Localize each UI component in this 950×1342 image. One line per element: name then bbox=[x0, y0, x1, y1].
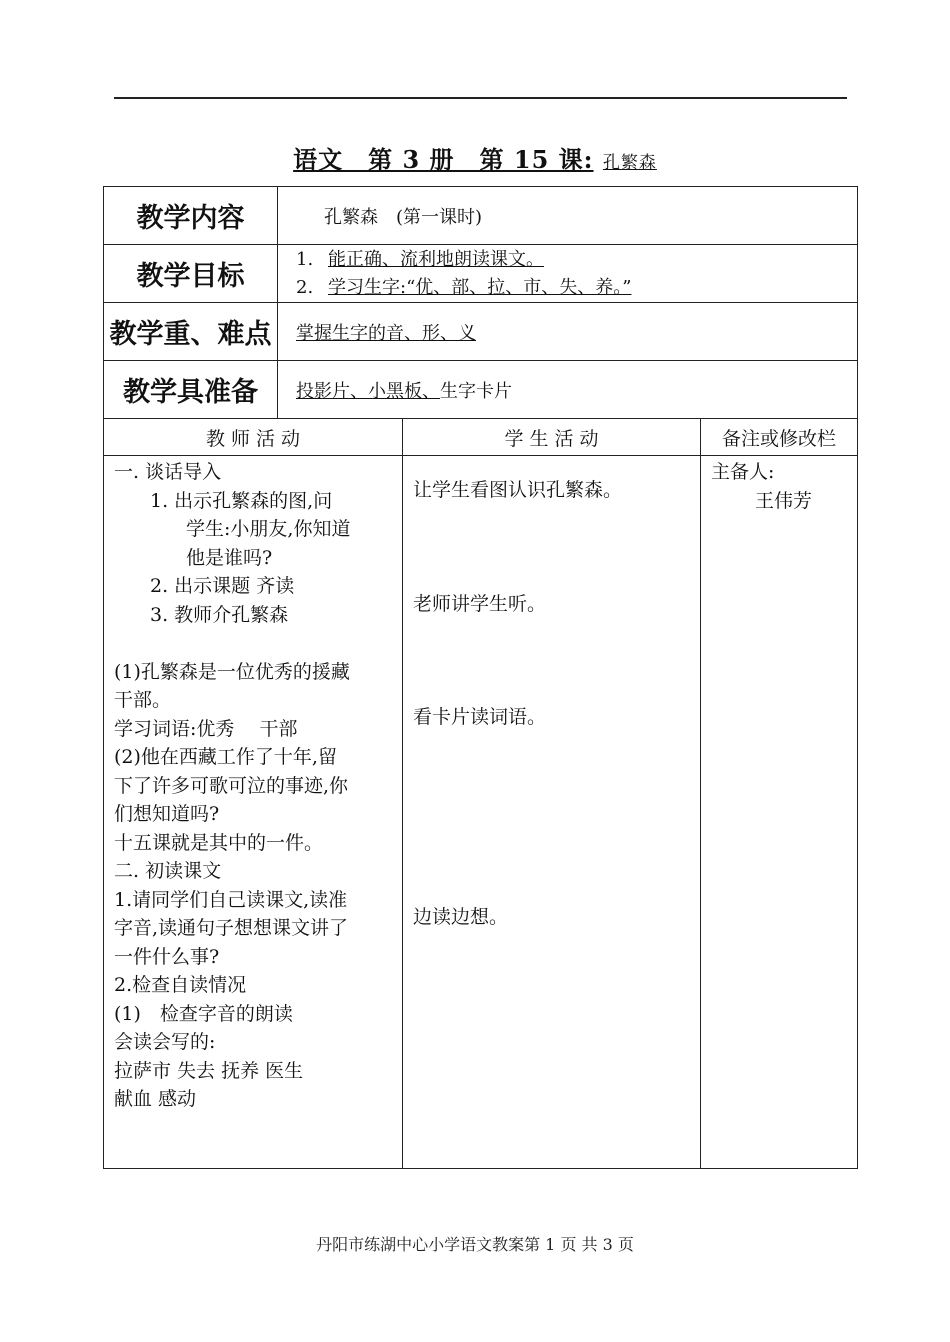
text-line: 1. 出示孔繁森的图,问 bbox=[150, 489, 333, 512]
header-student: 学 生 活 动 bbox=[403, 419, 701, 456]
text-line: (1)孔繁森是一位优秀的援藏 bbox=[114, 660, 350, 683]
row-column-headers bbox=[104, 419, 858, 456]
header-notes: 备注或修改栏 bbox=[701, 419, 858, 456]
value-content: 孔繁森 (第一课时) bbox=[278, 187, 858, 245]
label-content: 教学内容 bbox=[104, 187, 278, 245]
text-line: 3. 教师介孔繁森 bbox=[150, 603, 289, 626]
text-line: (2)他在西藏工作了十年,留 bbox=[114, 746, 337, 768]
value-materials: 投影片、小黑板、生字卡片 bbox=[278, 361, 858, 419]
blank-line bbox=[413, 618, 696, 703]
value-goals bbox=[278, 245, 858, 303]
header-teacher: 教 师 活 动 bbox=[104, 419, 403, 456]
lesson-plan-table bbox=[103, 186, 858, 1169]
text-line: 下了许多可歌可泣的事迹,你 bbox=[114, 774, 349, 797]
student-activity-cell bbox=[403, 456, 701, 1169]
row-key-points bbox=[104, 303, 858, 361]
blank-line bbox=[413, 732, 696, 903]
text-line: 2. 出示课题 齐读 bbox=[150, 575, 295, 597]
value-key-points: 掌握生字的音、形、义 bbox=[278, 303, 858, 361]
goal-line-2: 2. 学习生字:“优、部、拉、市、失、养。” bbox=[296, 276, 632, 298]
text-line: 让学生看图认识孔繁森。 bbox=[413, 479, 623, 501]
text-line: 拉萨市 失去 抚养 医生 bbox=[114, 1059, 304, 1082]
notes-cell bbox=[701, 456, 858, 1169]
text-line: 献血 感动 bbox=[114, 1088, 197, 1110]
label-key-points: 教学重、难点 bbox=[104, 303, 278, 361]
text-line: 学生:小朋友,你知道 bbox=[186, 518, 351, 540]
text-line: 会读会写的: bbox=[114, 1031, 216, 1053]
teacher-activity-cell bbox=[104, 456, 403, 1169]
text-line: 他是谁吗? bbox=[186, 546, 273, 569]
text-line: 1.请同学们自己读课文,读准 bbox=[114, 888, 348, 911]
title-sub: 孔繁森 bbox=[602, 153, 657, 173]
text-line: 老师讲学生听。 bbox=[413, 592, 547, 615]
text-line: 学习词语:优秀 干部 bbox=[114, 717, 298, 740]
header-rule bbox=[114, 97, 847, 99]
text-line: 看卡片读词语。 bbox=[413, 706, 547, 728]
goal-line-1: 1. 能正确、流利地朗读课文。 bbox=[296, 248, 544, 270]
row-goals bbox=[104, 245, 858, 303]
page-title bbox=[0, 140, 950, 175]
text-line: 边读边想。 bbox=[413, 905, 509, 928]
row-content bbox=[104, 187, 858, 245]
preparer-name: 王伟芳 bbox=[755, 489, 813, 512]
title-main: 语文 第 3 册 第 15 课: bbox=[293, 145, 594, 174]
text-line: 二. 初读课文 bbox=[114, 860, 222, 882]
text-line: 们想知道吗? bbox=[114, 803, 220, 825]
row-activities bbox=[104, 456, 858, 1169]
label-goals: 教学目标 bbox=[104, 245, 278, 303]
blank-line bbox=[114, 629, 398, 658]
text-line: 一件什么事? bbox=[114, 945, 220, 968]
page-footer: 丹阳市练湖中心小学语文教案第 1 页 共 3 页 bbox=[316, 1235, 634, 1254]
row-materials bbox=[104, 361, 858, 419]
blank-line bbox=[413, 505, 696, 590]
text-line: 十五课就是其中的一件。 bbox=[114, 831, 324, 854]
text-line: 2.检查自读情况 bbox=[114, 974, 247, 996]
preparer-label: 主备人: bbox=[711, 461, 775, 483]
text-line: 一. 谈话导入 bbox=[114, 461, 222, 483]
label-materials: 教学具准备 bbox=[104, 361, 278, 419]
text-line: (1) 检查字音的朗读 bbox=[114, 1002, 293, 1025]
text-line: 干部。 bbox=[114, 689, 172, 711]
text-line: 字音,读通句子想想课文讲了 bbox=[114, 917, 349, 939]
